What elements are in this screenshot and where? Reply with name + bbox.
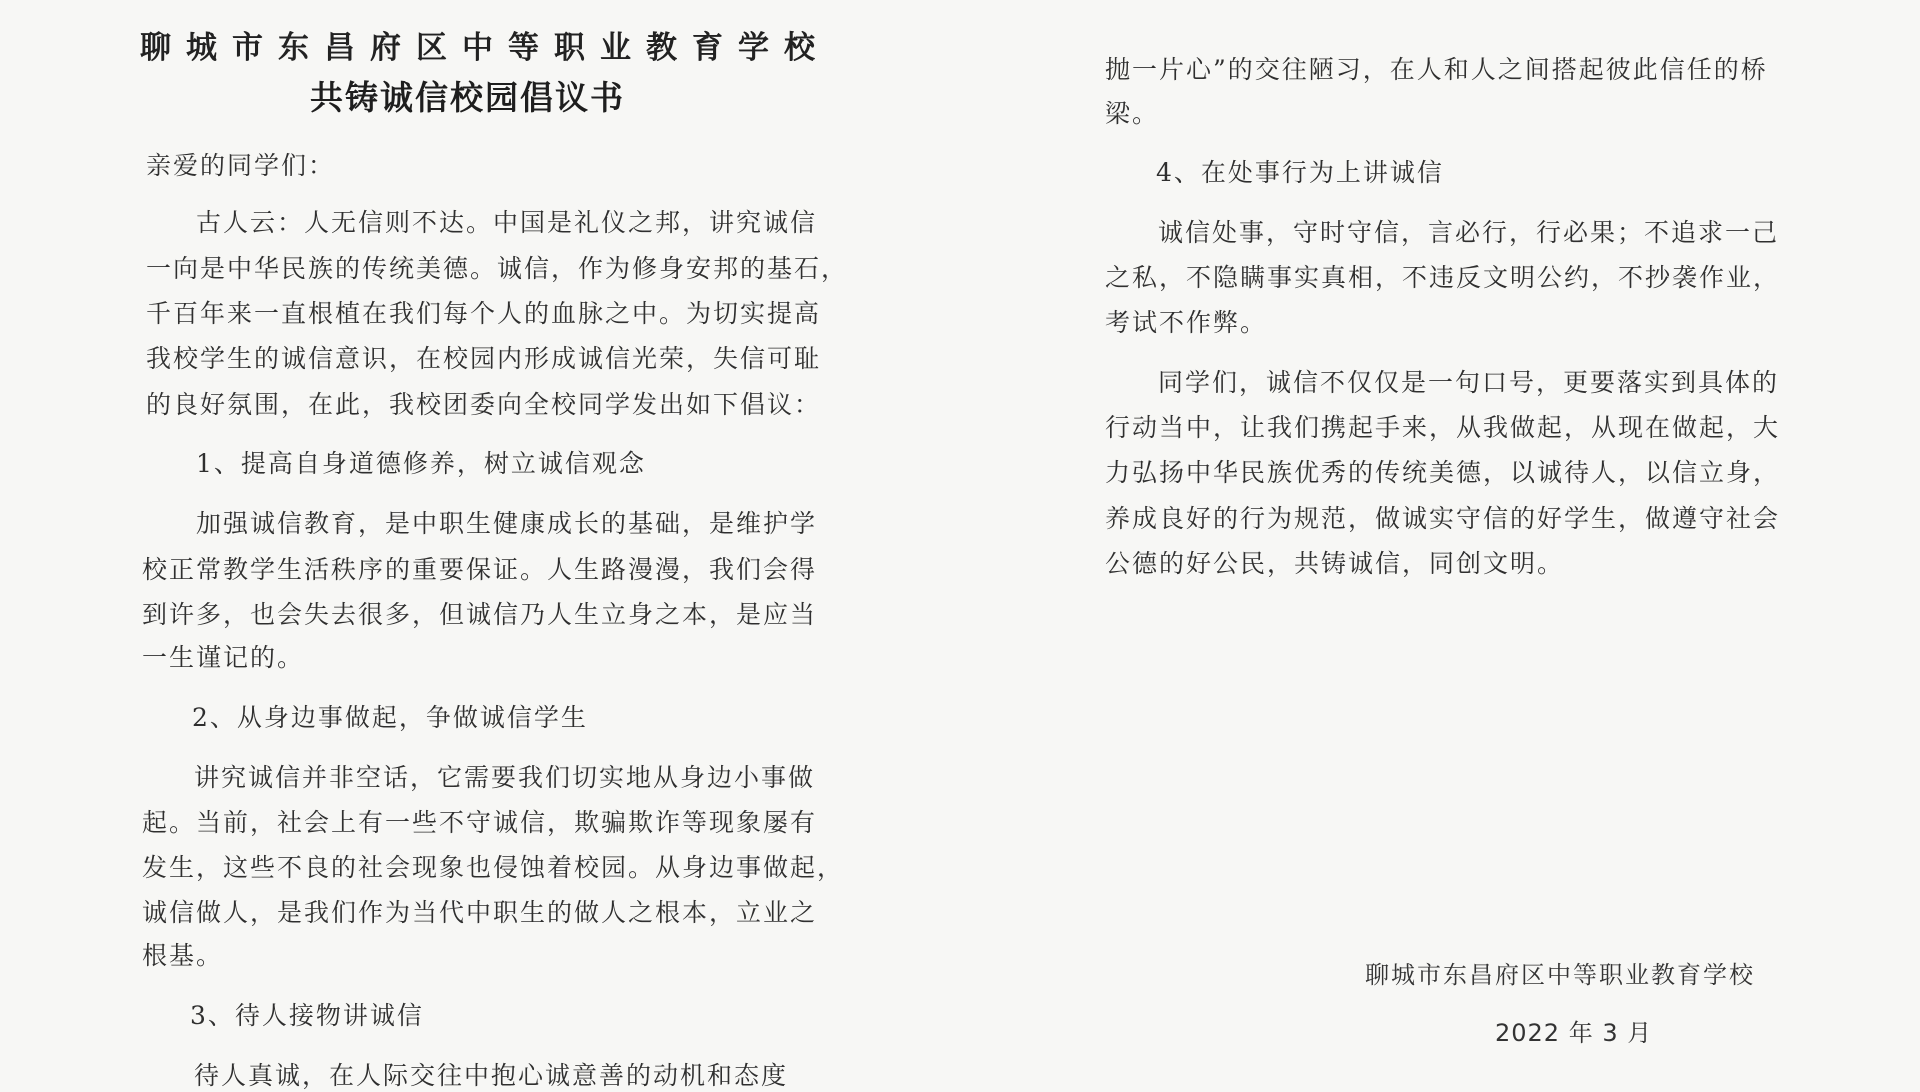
document-title: 共铸诚信校园倡议书: [310, 78, 625, 117]
salutation: 亲爱的同学们：: [146, 151, 336, 180]
paragraph-line: 千百年来一直根植在我们每个人的血脉之中。为切实提高: [146, 299, 822, 328]
signature-date: 2022 年 3 月: [1495, 1019, 1653, 1047]
paragraph-line: 梁。: [1105, 99, 1160, 128]
right-document-page: [1010, 0, 1781, 1079]
left-document-page: [0, 0, 849, 1090]
paragraph-line: 根基。: [142, 941, 224, 970]
paragraph-line: 古人云：人无信则不达。中国是礼仪之邦，讲究诚信: [196, 208, 818, 237]
paragraph-line: 发生，这些不良的社会现象也侵蚀着校园。从身边事做起，: [142, 853, 845, 882]
paragraph-line: 一生谨记的。: [142, 643, 305, 672]
section-heading-2: 2、从身边事做起，争做诚信学生: [192, 703, 588, 732]
section-heading-4: 4、在处事行为上讲诚信: [1156, 158, 1444, 187]
paragraph-line: 待人真诚，在人际交往中抱心诚意善的动机和态度: [194, 1061, 789, 1090]
paragraph-line: 行动当中，让我们携起手来，从我做起，从现在做起，大: [1105, 413, 1781, 442]
paragraph-line: 到许多，也会失去很多，但诚信乃人生立身之本，是应当: [142, 600, 818, 629]
paragraph-line: 公德的好公民，共铸诚信，同创文明。: [1105, 549, 1565, 578]
paragraph-line: 同学们，诚信不仅仅是一句口号，更要落实到具体的: [1158, 368, 1780, 397]
paragraph-line: 诚信处事，守时守信，言必行，行必果；不追求一己: [1158, 218, 1780, 247]
section-heading-1: 1、提高自身道德修养，树立诚信观念: [196, 449, 646, 478]
paragraph-line: 的良好氛围，在此，我校团委向全校同学发出如下倡议：: [146, 390, 822, 419]
paragraph-line: 加强诚信教育，是中职生健康成长的基础，是维护学: [196, 509, 818, 538]
paragraph-line: 讲究诚信并非空话，它需要我们切实地从身边小事做: [194, 763, 816, 792]
paragraph-line: 之私，不隐瞒事实真相，不违反文明公约，不抄袭作业，: [1105, 263, 1781, 292]
paragraph-line: 力弘扬中华民族优秀的传统美德，以诚待人，以信立身，: [1105, 458, 1781, 487]
paragraph-line: 起。当前，社会上有一些不守诚信，欺骗欺诈等现象屡有: [142, 808, 818, 837]
section-heading-3: 3、待人接物讲诚信: [190, 1001, 424, 1030]
paragraph-line: 校正常教学生活秩序的重要保证。人生路漫漫，我们会得: [142, 555, 818, 584]
paragraph-line: 抛一片心”的交往陋习，在人和人之间搭起彼此信任的桥: [1105, 55, 1768, 84]
paragraph-line: 我校学生的诚信意识，在校园内形成诚信光荣，失信可耻: [146, 344, 822, 373]
paragraph-line: 一向是中华民族的传统美德。诚信，作为修身安邦的基石，: [146, 254, 849, 283]
paragraph-line: 养成良好的行为规范，做诚实守信的好学生，做遵守社会: [1105, 504, 1781, 533]
signature-organization: 聊城市东昌府区中等职业教育学校: [1365, 961, 1755, 989]
paragraph-line: 考试不作弊。: [1105, 308, 1268, 337]
school-name-header: 聊城市东昌府区中等职业教育学校: [140, 30, 830, 66]
paragraph-line: 诚信做人，是我们作为当代中职生的做人之根本，立业之: [142, 898, 818, 927]
